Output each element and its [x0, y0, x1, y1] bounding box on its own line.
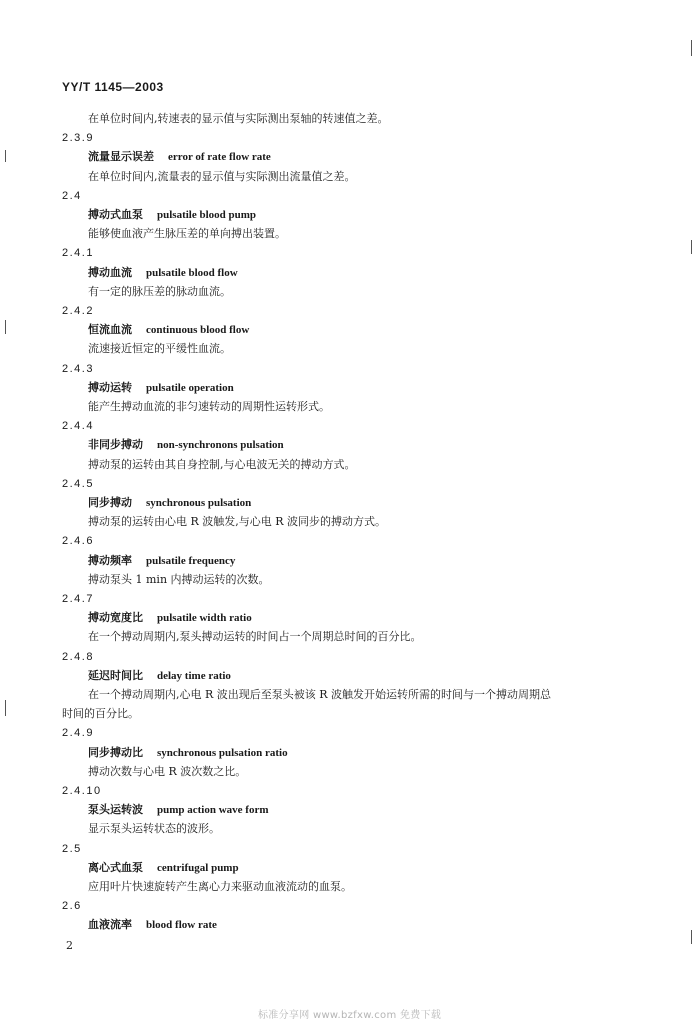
term-chinese: 延迟时间比	[88, 668, 143, 682]
term-english: centrifugal pump	[157, 861, 239, 874]
term-entry	[88, 746, 288, 760]
term-english: continuous blood flow	[146, 324, 250, 337]
definition-text: 在一个搏动周期内,泵头搏动运转的时间占一个周期总时间的百分比。	[88, 630, 422, 644]
term-english: synchronous pulsation ratio	[157, 746, 288, 759]
definition-text: 有一定的脉压差的脉动血流。	[88, 284, 231, 298]
clause-number: 2.3.9	[62, 132, 94, 145]
definition-text: 搏动泵的运转由其自身控制,与心电波无关的搏动方式。	[88, 457, 356, 471]
term-english: blood flow rate	[146, 919, 217, 932]
scan-mark	[691, 930, 692, 944]
term-english: error of rate flow rate	[168, 151, 271, 164]
term-chinese: 血液流率	[88, 918, 132, 932]
definition-text: 搏动泵头 1 min 内搏动运转的次数。	[88, 572, 270, 586]
definition-text: 搏动泵的运转由心电 R 波触发,与心电 R 波同步的搏动方式。	[88, 515, 387, 529]
watermark-text: 标准分享网 www.bzfxw.com 免费下载	[258, 1010, 442, 1021]
term-chinese: 泵头运转波	[88, 803, 143, 817]
clause-number: 2.4.5	[62, 477, 94, 490]
clause-number: 2.4.6	[62, 535, 94, 548]
term-english: pulsatile frequency	[146, 554, 236, 567]
term-entry	[88, 669, 231, 683]
term-english: delay time ratio	[157, 669, 231, 682]
term-entry	[88, 150, 271, 164]
scan-mark	[5, 320, 6, 334]
term-chinese: 恒流血流	[88, 323, 132, 337]
term-entry	[88, 266, 238, 280]
term-entry	[88, 861, 239, 875]
clause-number: 2.4.2	[62, 305, 94, 317]
clause-number: 2.4.10	[62, 785, 102, 797]
clause-number: 2.4.1	[62, 247, 94, 260]
term-entry	[88, 554, 235, 568]
definition-text: 时间的百分比。	[62, 707, 139, 721]
term-chinese: 搏动宽度比	[88, 611, 143, 625]
clause-number: 2.4	[62, 189, 82, 202]
clause-number: 2.4.8	[62, 650, 94, 663]
term-entry	[88, 208, 256, 222]
term-chinese: 搏动运转	[88, 380, 132, 394]
definition-text: 在一个搏动周期内,心电 R 波出现后至泵头被该 R 波触发开始运转所需的时间与一个搏动周期总	[88, 688, 552, 701]
term-entry	[88, 611, 252, 625]
term-english: pulsatile blood pump	[157, 209, 257, 221]
clause-number: 2.4.4	[62, 420, 94, 433]
term-english: pulsatile blood flow	[146, 266, 238, 279]
clause-number: 2.4.3	[62, 362, 94, 375]
term-chinese: 搏动频率	[88, 553, 132, 567]
term-chinese: 搏动血流	[88, 265, 132, 279]
term-entry	[88, 803, 269, 817]
page-number: 2	[66, 939, 73, 952]
scan-mark	[5, 150, 6, 162]
clause-number: 2.4.7	[62, 593, 94, 605]
clause-number: 2.5	[62, 842, 82, 855]
term-entry	[88, 496, 251, 510]
standard-code-header: YY/T 1145—2003	[62, 80, 164, 94]
term-english: pulsatile operation	[146, 381, 234, 394]
scan-mark	[5, 700, 6, 716]
scan-mark	[691, 40, 692, 56]
definition-text: 显示泵头运转状态的波形。	[88, 822, 220, 836]
definition-text: 应用叶片快速旋转产生离心力来驱动血液流动的血泵。	[88, 880, 352, 893]
term-chinese: 同步搏动	[88, 496, 132, 509]
definition-text: 能产生搏动血流的非匀速转动的周期性运转形式。	[88, 400, 330, 413]
term-chinese: 离心式血泵	[88, 860, 143, 874]
definition-text: 流速接近恒定的平缓性血流。	[88, 342, 231, 356]
term-english: pulsatile width ratio	[157, 612, 252, 625]
scan-mark	[691, 240, 692, 254]
term-chinese: 同步搏动比	[88, 745, 143, 759]
term-english: pump action wave form	[157, 804, 269, 817]
clause-number: 2.4.9	[62, 727, 94, 740]
term-entry	[88, 323, 249, 337]
term-english: non-synchronons pulsation	[157, 439, 284, 452]
term-chinese: 搏动式血泵	[88, 208, 143, 221]
definition-text: 在单位时间内,转速表的显示值与实际测出泵轴的转速值之差。	[88, 112, 389, 125]
term-english: synchronous pulsation	[146, 497, 252, 509]
definition-text: 搏动次数与心电 R 波次数之比。	[88, 764, 247, 778]
term-chinese: 非同步搏动	[88, 438, 143, 452]
clause-number: 2.6	[62, 900, 82, 913]
term-entry	[88, 381, 234, 395]
definition-text: 在单位时间内,流量表的显示值与实际测出流量值之差。	[88, 169, 356, 183]
term-entry	[88, 918, 217, 932]
term-chinese: 流量显示误差	[88, 150, 154, 164]
term-entry	[88, 438, 284, 452]
definition-text: 能够使血液产生脉压差的单向搏出装置。	[88, 227, 286, 241]
